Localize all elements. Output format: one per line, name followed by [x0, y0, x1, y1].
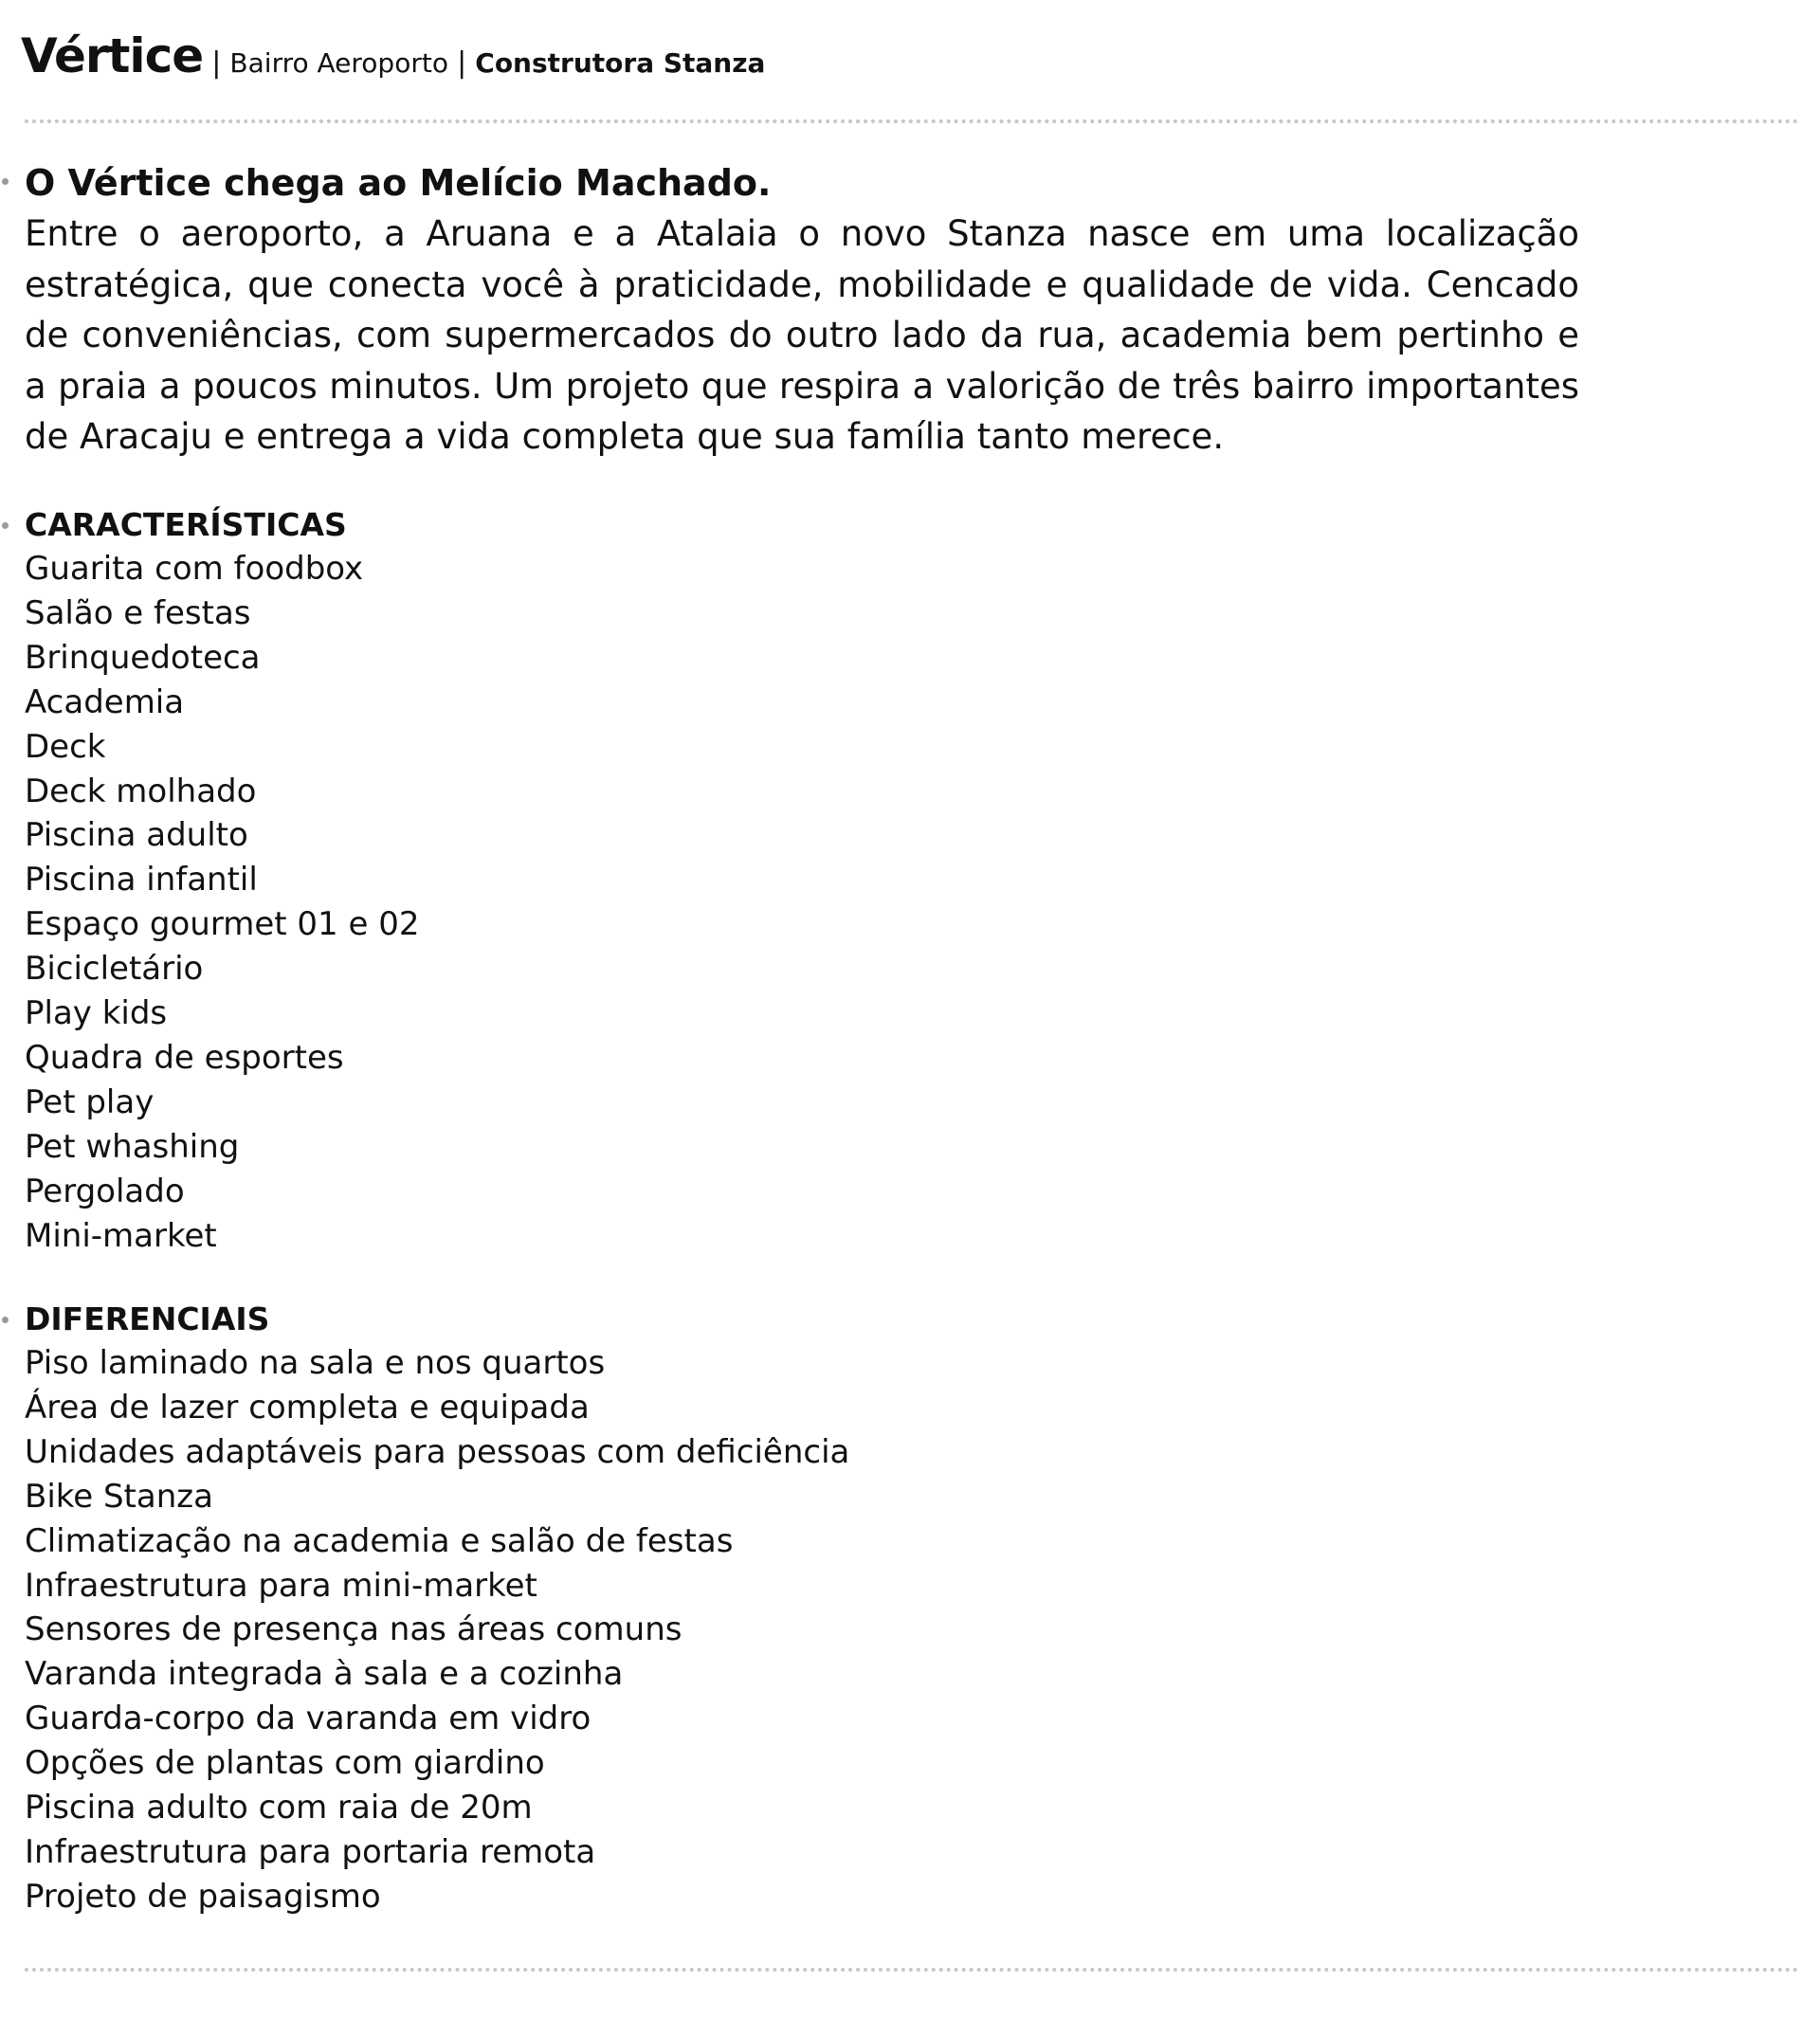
feature-item: Piscina infantil [25, 861, 258, 900]
feature-item: Pet whashing [25, 1127, 240, 1166]
feature-item: Deck [25, 727, 106, 766]
features-title: CARACTERÍSTICAS [25, 506, 347, 543]
differential-item: Sensores de presença nas áreas comuns [25, 1610, 682, 1649]
page-title: Vértice [21, 28, 204, 83]
intro-section [25, 157, 1589, 463]
header-neighborhood: Bairro Aeroporto [229, 47, 448, 79]
feature-item: Academia [25, 682, 185, 721]
differential-item: Projeto de paisagismo [25, 1877, 381, 1916]
differential-item: Guarda-corpo da varanda em vidro [25, 1700, 592, 1738]
feature-item: Guarita com foodbox [25, 550, 364, 588]
features-section [25, 502, 1589, 1259]
differentials-list [25, 1341, 1589, 1919]
features-list [25, 547, 1589, 1259]
differentials-title: DIFERENCIAIS [25, 1300, 270, 1337]
page-header [21, 28, 766, 83]
header-builder: Construtora Stanza [475, 47, 766, 79]
feature-item: Pet play [25, 1082, 155, 1121]
differential-item: Opções de plantas com giardino [25, 1744, 545, 1783]
differential-item: Piso laminado na sala e nos quartos [25, 1344, 606, 1382]
feature-item: Deck molhado [25, 772, 257, 810]
feature-item: Bicicletário [25, 950, 204, 989]
feature-item: Espaço gourmet 01 e 02 [25, 905, 420, 944]
header-separator: | [457, 46, 467, 80]
differential-item: Infraestrutura para portaria remota [25, 1832, 596, 1871]
feature-item: Mini-market [25, 1216, 217, 1255]
differentials-section [25, 1297, 1589, 1919]
feature-item: Salão e festas [25, 593, 251, 632]
differential-item: Climatização na academia e salão de festas [25, 1521, 734, 1560]
header-separator: | [211, 46, 222, 80]
top-divider [25, 119, 1799, 123]
differential-item: Piscina adulto com raia de 20m [25, 1789, 533, 1827]
differential-item: Unidades adaptáveis para pessoas com deficiência [25, 1432, 850, 1471]
bullet-icon [2, 1317, 9, 1323]
differential-item: Bike Stanza [25, 1477, 213, 1516]
feature-item: Pergolado [25, 1172, 185, 1210]
feature-item: Brinquedoteca [25, 638, 261, 677]
intro-body: Entre o aeroporto, a Aruana e a Atalaia o novo Stanza nasce em uma localização estratégica, que conecta você à praticidade, mobilidade e qualidade de vida. Cencado de conveniências, com supermercados do outro lado da rua, academia bem pertinho e a praia a poucos minutos. Um projeto que respira a valorição de três bairro importantes de Aracaju e entrega a vida completa que sua família tanto merece. [25, 213, 1579, 457]
differential-item: Varanda integrada à sala e a cozinha [25, 1655, 624, 1694]
differential-item: Área de lazer completa e equipada [25, 1388, 590, 1427]
feature-item: Quadra de esportes [25, 1038, 344, 1077]
bullet-icon [2, 522, 9, 529]
differential-item: Infraestrutura para mini-market [25, 1566, 537, 1605]
bullet-icon [2, 178, 9, 185]
intro-title: O Vértice chega ao Melício Machado. [25, 162, 772, 204]
feature-item: Play kids [25, 994, 168, 1033]
bottom-divider [25, 1968, 1799, 1972]
feature-item: Piscina adulto [25, 816, 248, 855]
